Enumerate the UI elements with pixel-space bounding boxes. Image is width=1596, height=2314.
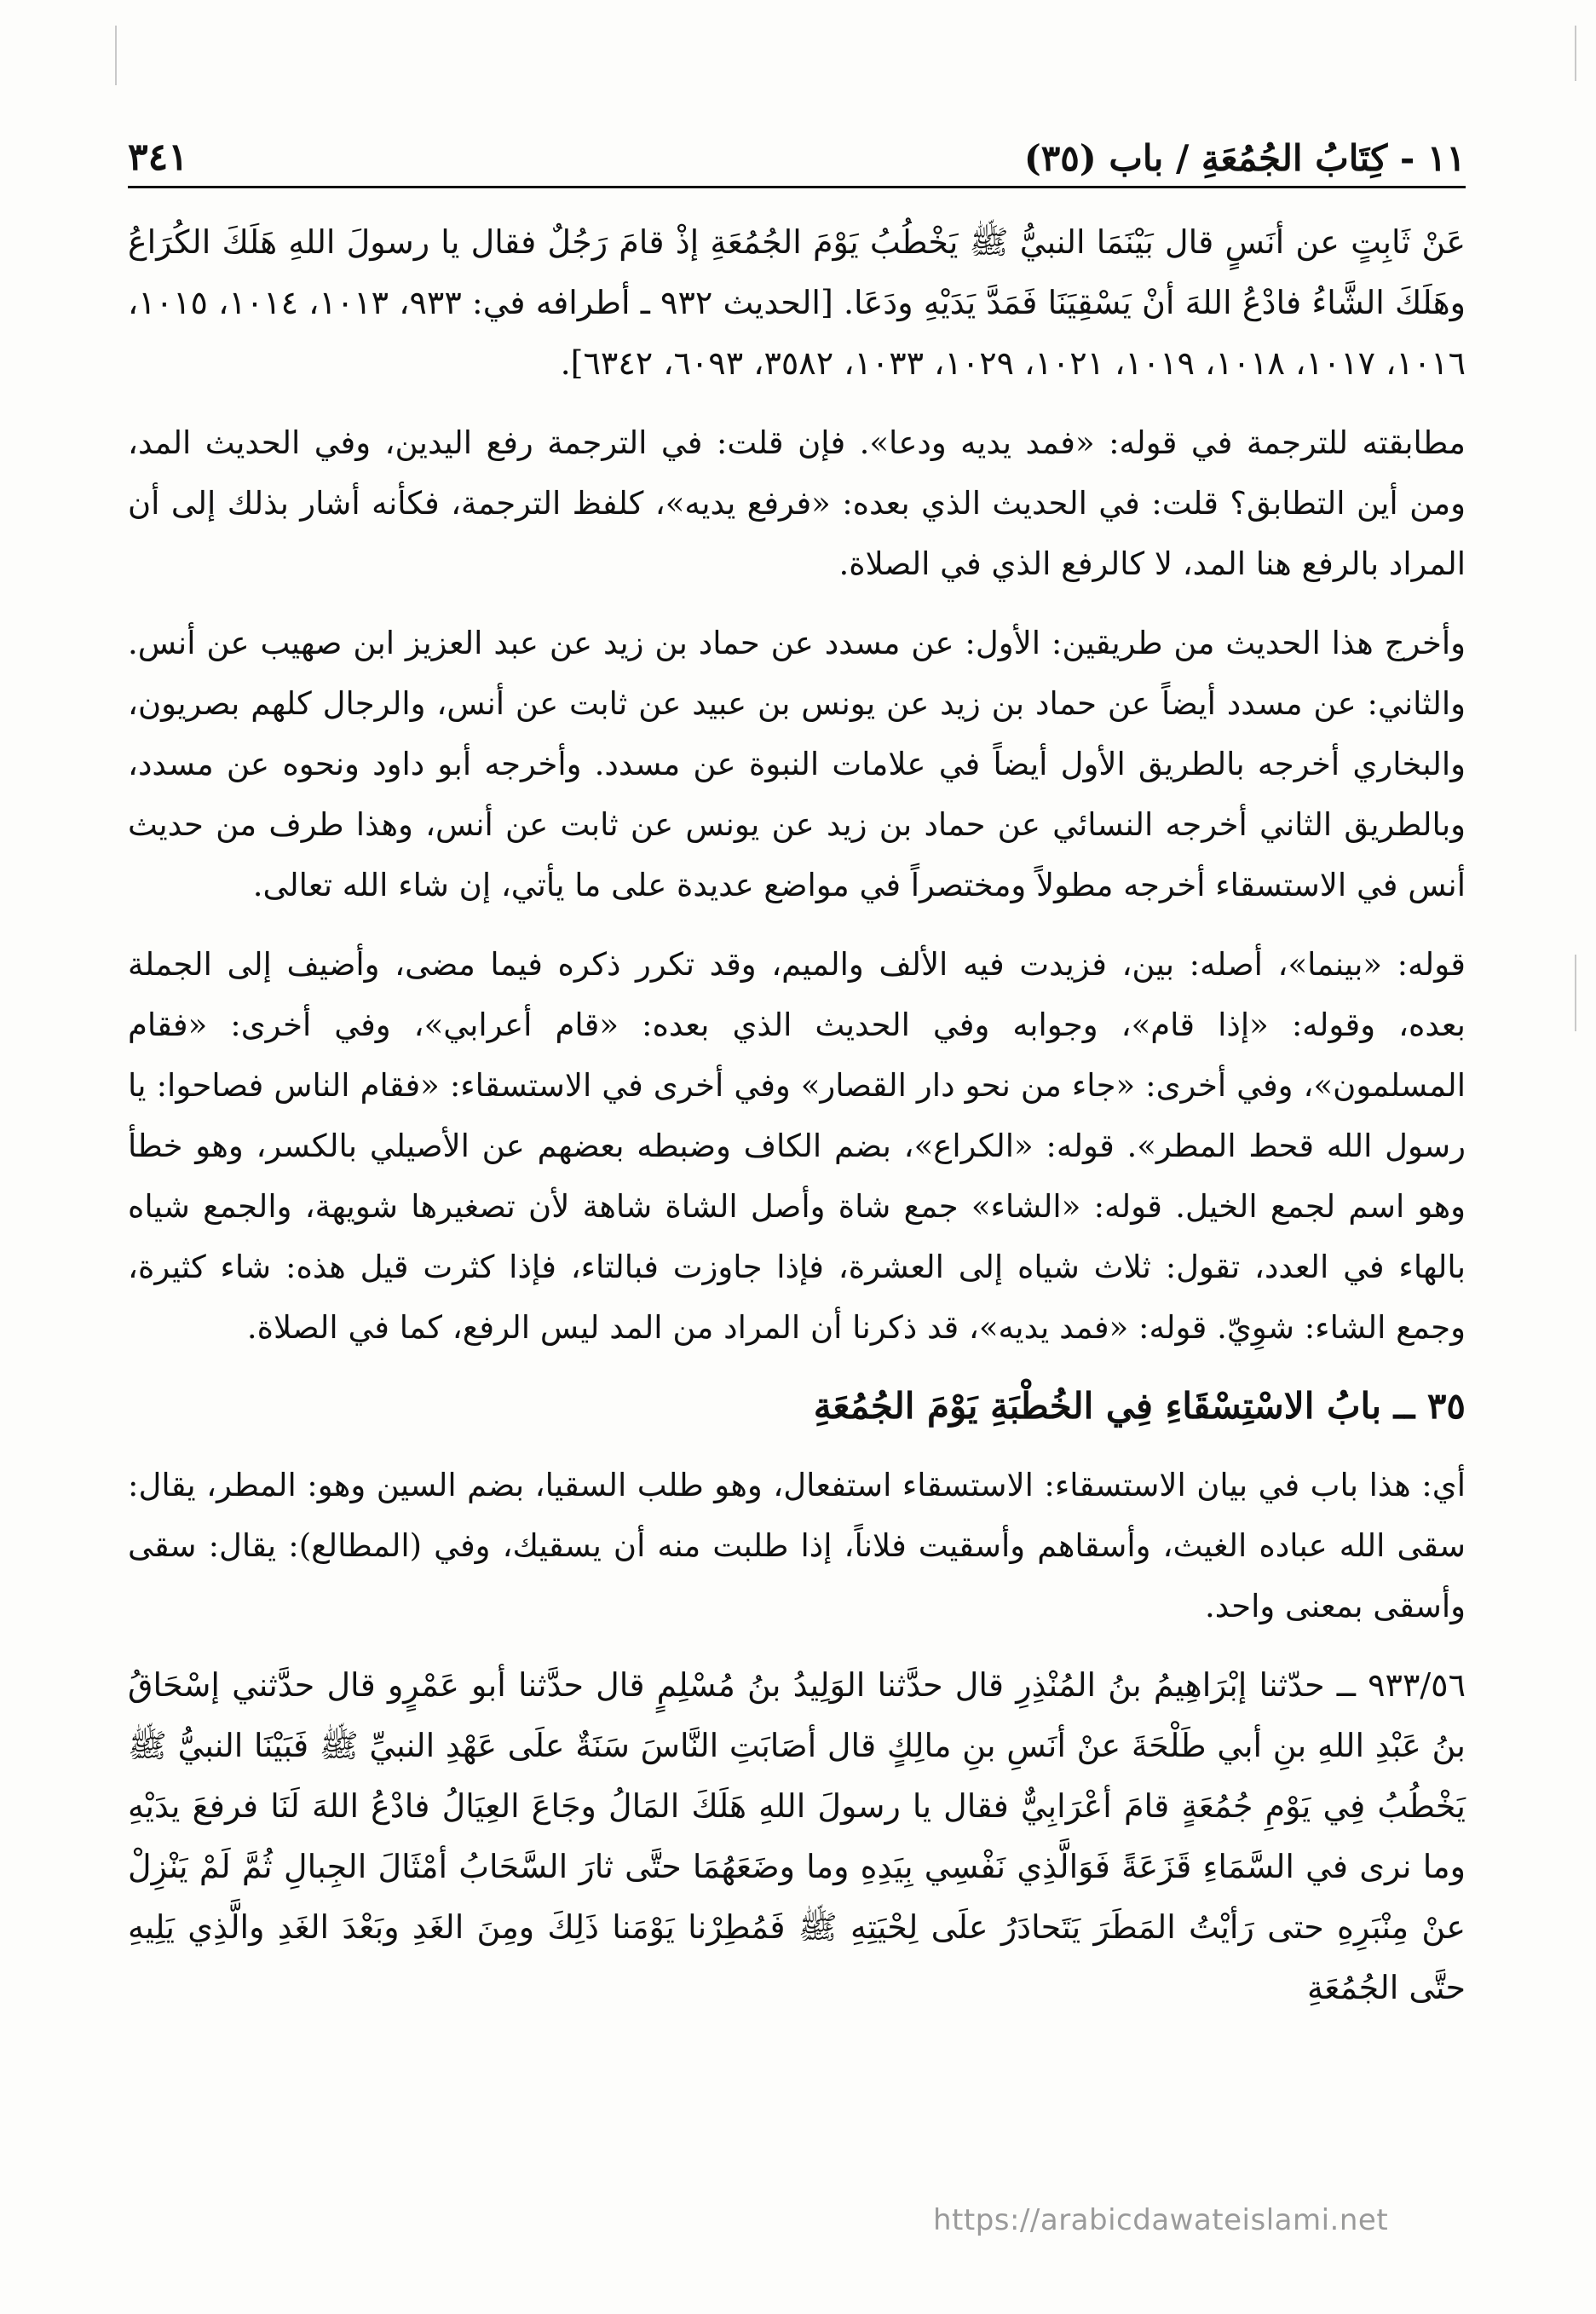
scan-edge-mark — [1575, 26, 1576, 81]
chapter-explanation: أي: هذا باب في بيان الاستسقاء: الاستسقاء استفعال، وهو طلب السقيا، بضم السين وهو: المطر، يقال: سقى الله عباده الغيث، وأسقاهم وأسقيت فلاناً، إذا طلبت منه أن يسقيك، وفي (المطالع): يقال: سقى وأسقى بمعنى واحد. — [128, 1467, 1466, 1624]
page — [128, 111, 1466, 2259]
hadith-text: ٩٣٣/٥٦ ــ حدّثنا إبْرَاهِيمُ بنُ المُنْذِرِ قال حدَّثنا الوَلِيدُ بنُ مُسْلِمٍ قال حدَّثنا أبو عَمْرٍو قال حدَّثني إسْحَاقُ بنُ عَبْدِ اللهِ بنِ أبي طَلْحَةَ عنْ أنَسِ بنِ مالِكٍ قال أصَابَتِ النَّاسَ سَنَةٌ علَى عَهْدِ النبيِّ ﷺ فَبَيْنَا النبيُّ ﷺ يَخْطُبُ فِي يَوْمِ جُمُعَةٍ قامَ أعْرَابِيٌّ فقال يا رسولَ اللهِ هَلَكَ المَالُ وجَاعَ العِيَالُ فادْعُ اللهَ لَنَا فرفعَ يدَيْهِ وما نرى في السَّمَاءِ قَزَعَةً فَوَالَّذِي نَفْسِي بِيَدِهِ وما وضَعَهُمَا حتَّى ثارَ السَّحَابُ أمْثَالَ الجِبالِ ثُمَّ لَمْ يَنْزِلْ عنْ مِنْبَرِهِ حتى رَأيْتُ المَطَرَ يَتَحادَرُ علَى لِحْيَتِهِ ﷺ فَمُطِرْنا يَوْمَنا ذَلِكَ ومِنَ الغَدِ وبَعْدَ الغَدِ والَّذِي يَلِيهِ حتَّى الجُمُعَةِ — [128, 1666, 1466, 2006]
chapter-heading: ٣٥ ــ بابُ الاسْتِسْقَاءِ فِي الخُطْبَةِ يَوْمَ الجُمُعَةِ — [813, 1385, 1466, 1427]
running-title: ١١ - كِتَابُ الجُمُعَةِ / باب (٣٥) — [1023, 137, 1466, 179]
page-header — [128, 111, 1466, 188]
page-number: ٣٤١ — [128, 136, 188, 179]
hadith-text: عَنْ ثَابِتٍ عن أنَسٍ قال بَيْنَمَا النبيُّ ﷺ يَخْطُبُ يَوْمَ الجُمُعَةِ إذْ قامَ رَجُلٌ فقال يا رسولَ اللهِ هَلَكَ الكُرَاعُ وهَلَكَ الشَّاءُ فادْعُ اللهَ أنْ يَسْقِيَنَا فَمَدَّ يَدَيْهِ ودَعَا. [الحديث ٩٣٢ ـ أطرافه في: ٩٣٣، ١٠١٣، ١٠١٤، ١٠١٥، ١٠١٦، ١٠١٧، ١٠١٨، ١٠١٩، ١٠٢١، ١٠٢٩، ١٠٣٣، ٣٥٨٢، ٦٠٩٣، ٦٣٤٢]. — [128, 223, 1466, 382]
page-content — [128, 188, 1466, 2018]
watermark-url: https://arabicdawateislami.net — [933, 2203, 1389, 2237]
scan-edge-mark — [1575, 955, 1576, 1031]
commentary-paragraph: مطابقته للترجمة في قوله: «فمد يديه ودعا». فإن قلت: في الترجمة رفع اليدين، وفي الحديث المد، ومن أين التطابق؟ قلت: في الحديث الذي بعده: «فرفع يديه»، كلفظ الترجمة، فكأنه أشار بذلك إلى أن المراد بالرفع هنا المد، لا كالرفع الذي في الصلاة. — [128, 424, 1466, 582]
commentary-paragraph: قوله: «بينما»، أصله: بين، فزيدت فيه الألف والميم، وقد تكرر ذكره فيما مضى، وأضيف إلى الجملة بعده، وقوله: «إذا قام»، وجوابه وفي الحديث الذي بعده: «قام أعرابي»، وفي أخرى: «فقام المسلمون»، وفي أخرى: «جاء من نحو دار القصار» وفي أخرى في الاستسقاء: «فقام الناس فصاحوا: يا رسول الله قحط المطر». قوله: «الكراع»، بضم الكاف وضبطه بعضهم عن الأصيلي بالكسر، وهو خطأ وهو اسم لجمع الخيل. قوله: «الشاء» جمع شاة وأصل الشاة شاهة لأن تصغيرها شويهة، والجمع شياه بالهاء في العدد، تقول: ثلاث شياه إلى العشرة، فإذا جاوزت فبالتاء، فإذا كثرت قيل هذه: شاء كثيرة، وجمع الشاء: شوِيّ. قوله: «فمد يديه»، قد ذكرنا أن المراد من المد ليس الرفع، كما في الصلاة. — [128, 946, 1466, 1346]
commentary-paragraph: وأخرج هذا الحديث من طريقين: الأول: عن مسدد عن حماد بن زيد عن عبد العزيز ابن صهيب عن أنس. والثاني: عن مسدد أيضاً عن حماد بن زيد عن يونس بن عبيد عن ثابت عن أنس، والرجال كلهم بصريون، والبخاري أخرجه بالطريق الأول أيضاً في علامات النبوة عن مسدد. وأخرجه أبو داود ونحوه عن مسدد، وبالطريق الثاني أخرجه النسائي عن حماد بن زيد عن يونس عن ثابت عن أنس، وهذا طرف من حديث أنس في الاستسقاء أخرجه مطولاً ومختصراً في مواضع عديدة على ما يأتي، إن شاء الله تعالى. — [128, 625, 1466, 903]
scan-edge-mark — [115, 26, 117, 85]
